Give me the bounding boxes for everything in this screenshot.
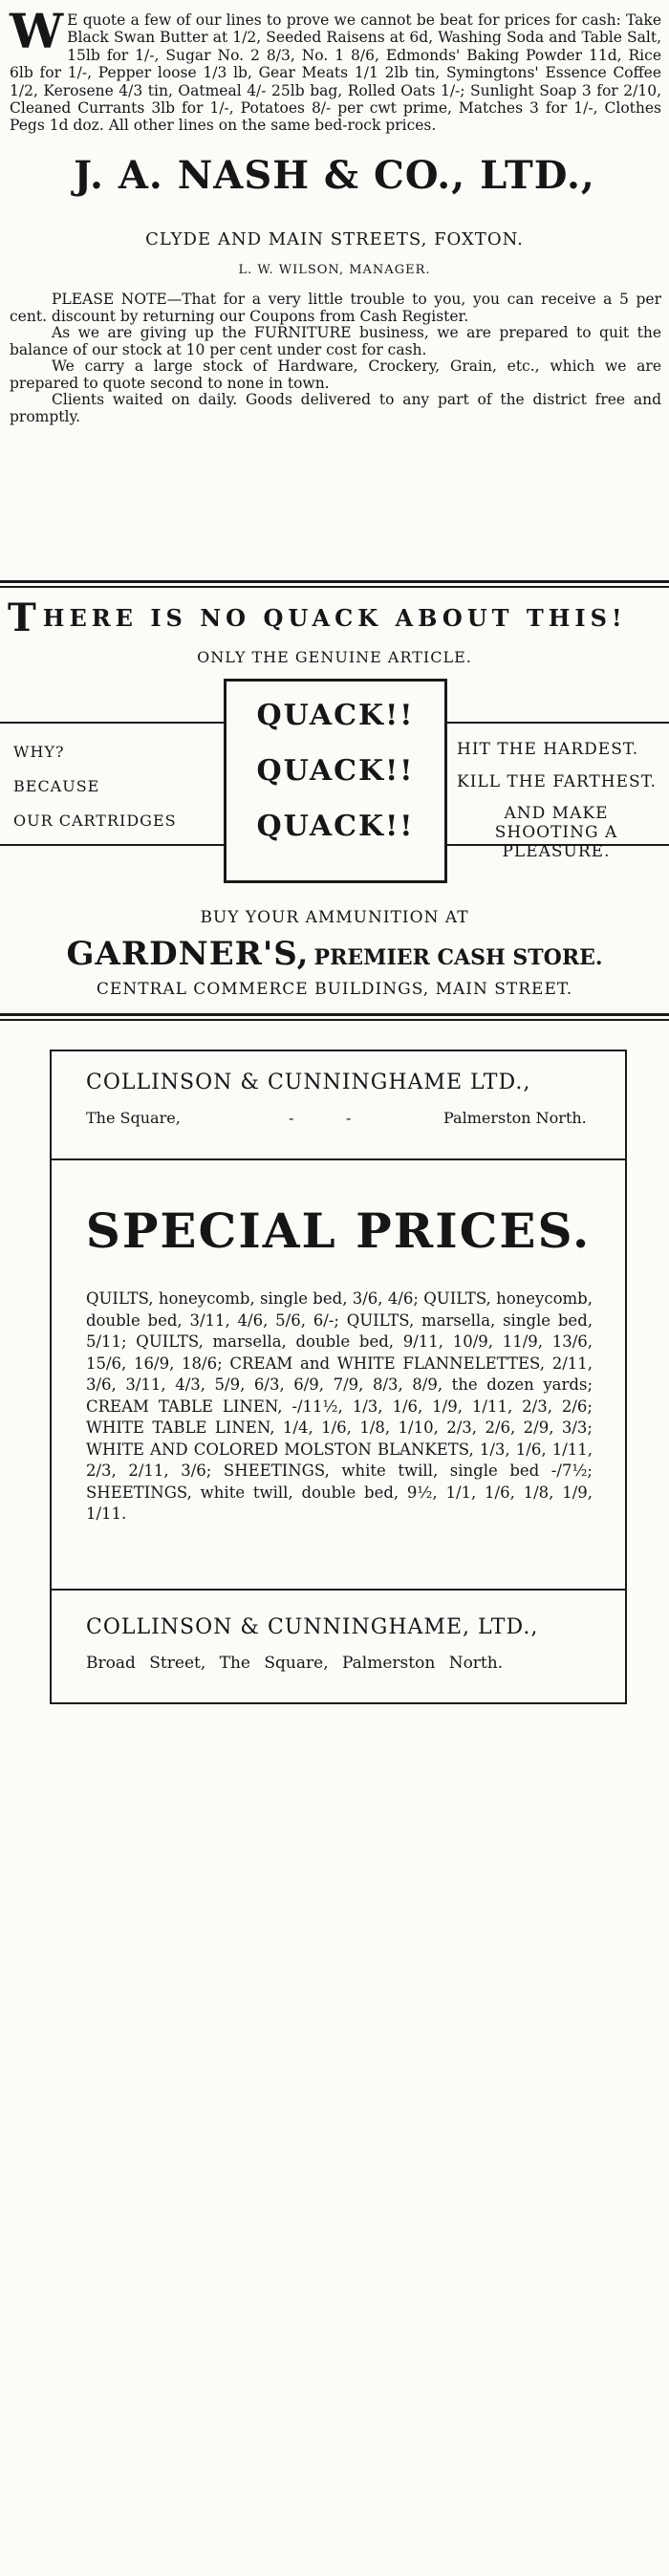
nash-intro-paragraph <box>0 3 669 135</box>
collinson-price-list: QUILTS, honeycomb, single bed, 3/6, 4/6; QUILTS, honeycomb, double bed, 3/11, 4/6, 5/6, 6/-; QUILTS, marsella, single bed, 5/11; QUILTS, marsella, double bed, 9/11, 10/9, 11/9, 13/6, 15/6, 16/9, 18/6; CREAM and WHITE FLANNELETTES, 2/11, 3/6, 3/11, 4/3, 5/9, 6/3, 6/9, 7/9, 8/3, 8/9, the dozen yards; CREAM TABLE LINEN, -/11½, 1/3, 1/6, 1/9, 1/11, 2/3, 2/6; WHITE TABLE LINEN, 1/4, 1/6, 1/8, 1/10, 2/3, 2/6, 2/9, 3/3; WHITE AND COLORED MOLSTON BLANKETS, 1/3, 1/6, 1/11, 2/3, 2/11, 3/6; SHEETINGS, white twill, single bed -/7½; SHEETINGS, white twill, double bed, 9½, 1/1, 1/6, 1/8, 1/9, 1/11. <box>86 1289 593 1523</box>
nash-note: As we are giving up the FURNITURE business, we are prepared to quit the balance of our stock at 10 per cent under cost for cash. <box>10 324 661 358</box>
collinson-address-bottom: Broad Street, The Square, Palmerston North. <box>86 1654 504 1673</box>
quack-heading <box>0 595 669 640</box>
special-prices-heading: SPECIAL PRICES. <box>85 1202 592 1259</box>
quack-heading-text: HERE IS NO QUACK ABOUT THIS! <box>42 604 627 632</box>
collinson-dash: - <box>289 1109 294 1127</box>
quack-right-line: KILL THE FARTHEST. <box>457 772 657 791</box>
quack-box <box>224 679 447 883</box>
nash-drop-cap: W <box>10 3 64 59</box>
nash-manager: L. W. WILSON, MANAGER. <box>238 263 431 277</box>
nash-company-name: J. A. NASH & CO., LTD., <box>74 153 595 198</box>
quack-left-line: WHY? <box>13 743 65 761</box>
quack-drop-cap: T <box>8 595 41 640</box>
gardners-address: CENTRAL COMMERCE BUILDINGS, MAIN STREET. <box>96 980 573 999</box>
quack-right-panel <box>447 722 669 861</box>
nash-intro-text: E quote a few of our lines to prove we cannot be beat for prices for cash: Take Black Swan Butter at 1/2, Seeded Raisens at 6d, Washing Soda and Table Salt, 15lb for 1/-, Sugar No. 2 8/3, No. 1 8/6, Edmonds' Baking Powder 11d, Rice 6lb for 1/-, Pepper loose 1/3 lb, Gear Meats 1/1 2lb tin, Symingtons' Essence Coffee 1/2, Kerosene 4/3 tin, Oatmeal 4/- 25lb bag, Rolled Oats 1/-; Sunlight Soap 3 for 2/10, Cleaned Currants 3lb for 1/-, Potatoes 8/- per cwt prime, Matches 3 for 1/-, Clothes Pegs 1d doz. All other lines on the same bed-rock prices. <box>10 11 661 135</box>
quack-right-line: HIT THE HARDEST. <box>457 740 639 759</box>
column-divider-rule <box>0 1019 669 1021</box>
nash-note: We carry a large stock of Hardware, Crockery, Grain, etc., which we are prepared to quote second to none in town. <box>10 357 661 392</box>
quack-word: QUACK!! <box>256 810 415 843</box>
collinson-name-top: COLLINSON & CUNNINGHAME LTD., <box>86 1071 531 1094</box>
nash-note: Clients waited on daily. Goods delivered to any part of the district free and promptly. <box>10 391 661 425</box>
collinson-city: Palmerston North. <box>443 1109 587 1127</box>
collinson-square: The Square, <box>86 1109 181 1127</box>
quack-right-line: AND MAKE SHOOTING A PLEASURE. <box>494 804 618 861</box>
quack-subheading: ONLY THE GENUINE ARTICLE. <box>197 648 472 666</box>
quack-left-line: OUR CARTRIDGES <box>13 812 177 830</box>
collinson-name-bottom: COLLINSON & CUNNINGHAME, LTD., <box>86 1615 539 1639</box>
nash-note: PLEASE NOTE—That for a very little trouble to you, you can receive a 5 per cent. discount by returning our Coupons from Cash Register. <box>10 291 661 325</box>
quack-left-line: BECAUSE <box>13 777 100 795</box>
nash-notes <box>0 292 669 425</box>
gardners-store <box>0 935 669 973</box>
quack-word: QUACK!! <box>256 699 415 732</box>
quack-buy-line: BUY YOUR AMMUNITION AT <box>200 908 469 927</box>
column-divider-rule <box>0 1013 669 1016</box>
gardners-tagline: PREMIER CASH STORE. <box>313 945 603 970</box>
collinson-divider <box>52 1589 625 1591</box>
column-divider-rule <box>0 586 669 588</box>
quack-word: QUACK!! <box>256 754 415 788</box>
column-divider-rule <box>0 580 669 583</box>
collinson-ad-frame <box>50 1050 627 1704</box>
quack-left-panel <box>0 722 224 846</box>
gardners-name: GARDNER'S, <box>66 935 310 973</box>
nash-address: CLYDE AND MAIN STREETS, FOXTON. <box>145 229 524 249</box>
collinson-divider <box>52 1158 625 1160</box>
collinson-dash: - <box>346 1109 352 1127</box>
